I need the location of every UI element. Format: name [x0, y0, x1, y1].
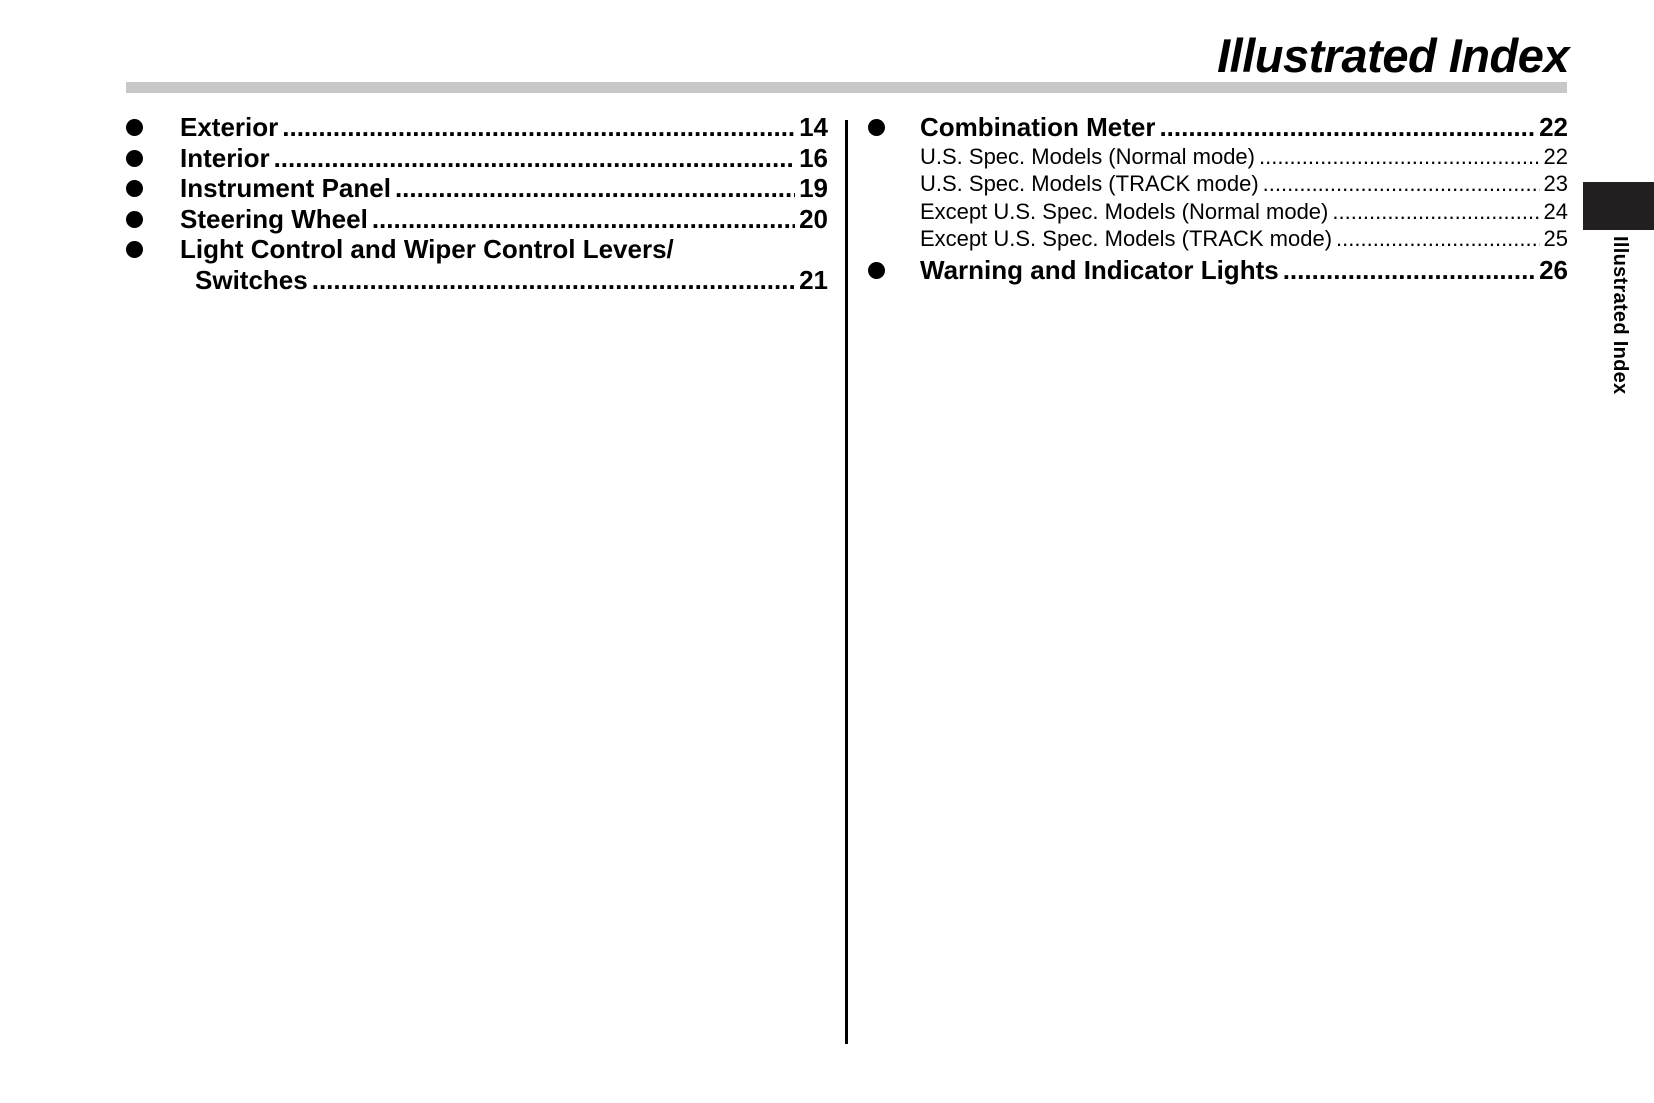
- toc-page-number: 22: [1543, 143, 1568, 169]
- dot-leader: [1263, 170, 1540, 198]
- bullet-icon: [868, 262, 885, 279]
- toc-subentry-except-us-track[interactable]: [868, 225, 1568, 253]
- toc-left-column: [126, 112, 828, 295]
- dot-leader: [1336, 225, 1539, 253]
- toc-page-number: 19: [799, 173, 828, 203]
- bullet-icon: [126, 119, 143, 136]
- toc-subentry-label: U.S. Spec. Models (TRACK mode): [920, 171, 1259, 196]
- dot-leader: [312, 265, 795, 296]
- dot-leader: [1259, 143, 1540, 171]
- toc-entry-light-wiper-controls-continued[interactable]: [126, 265, 828, 296]
- dot-leader: [372, 204, 795, 235]
- toc-entry-label: Interior: [180, 142, 270, 173]
- toc-entry-combination-meter[interactable]: [868, 112, 1568, 143]
- toc-page-number: 25: [1543, 226, 1568, 251]
- toc-page-number: 16: [799, 142, 828, 173]
- toc-entry-label: Exterior: [180, 112, 279, 142]
- toc-subentry-us-track[interactable]: [868, 170, 1568, 198]
- bullet-icon: [868, 119, 885, 136]
- toc-entry-label: Instrument Panel: [180, 173, 391, 203]
- toc-subentry-except-us-normal[interactable]: [868, 198, 1568, 226]
- dot-leader: [1159, 112, 1535, 143]
- toc-page-number: 23: [1543, 171, 1568, 196]
- toc-entry-label: Steering Wheel: [180, 203, 368, 234]
- column-divider: [845, 120, 848, 1044]
- toc-subentry-label: U.S. Spec. Models (Normal mode): [920, 143, 1255, 169]
- dot-leader: [395, 173, 795, 204]
- dot-leader: [1332, 198, 1539, 226]
- toc-entry-instrument-panel[interactable]: [126, 173, 828, 204]
- toc-page-number: 21: [799, 264, 828, 295]
- bullet-icon: [126, 241, 143, 258]
- toc-entry-light-wiper-controls[interactable]: [126, 234, 828, 265]
- page-title: Illustrated Index: [1217, 29, 1569, 82]
- bullet-icon: [126, 180, 143, 197]
- section-tab[interactable]: [1583, 182, 1654, 230]
- toc-subentry-label: Except U.S. Spec. Models (Normal mode): [920, 198, 1329, 224]
- toc-page-number: 20: [799, 203, 828, 234]
- bullet-icon: [126, 211, 143, 228]
- dot-leader: [274, 143, 796, 174]
- toc-entry-steering-wheel[interactable]: [126, 204, 828, 235]
- toc-entry-interior[interactable]: [126, 143, 828, 174]
- toc-entry-warning-indicator-lights[interactable]: [868, 255, 1568, 286]
- toc-subentry-us-normal[interactable]: [868, 143, 1568, 171]
- toc-right-column: [868, 112, 1568, 285]
- toc-page-number: 22: [1539, 112, 1568, 142]
- toc-subentry-label: Except U.S. Spec. Models (TRACK mode): [920, 226, 1333, 251]
- bullet-icon: [126, 150, 143, 167]
- dot-leader: [282, 112, 795, 143]
- toc-page-number: 14: [799, 112, 828, 142]
- toc-entry-label: Combination Meter: [920, 112, 1156, 142]
- toc-entry-exterior[interactable]: [126, 112, 828, 143]
- toc-entry-label-continuation: Switches: [195, 264, 308, 295]
- toc-entry-label: Warning and Indicator Lights: [920, 254, 1279, 285]
- toc-page-number: 24: [1543, 198, 1568, 224]
- section-tab-label: Illustrated Index: [1609, 236, 1631, 395]
- toc-page-number: 26: [1539, 254, 1568, 285]
- toc-entry-label: Light Control and Wiper Control Levers/: [180, 234, 674, 264]
- dot-leader: [1283, 255, 1535, 286]
- title-rule: [126, 82, 1567, 93]
